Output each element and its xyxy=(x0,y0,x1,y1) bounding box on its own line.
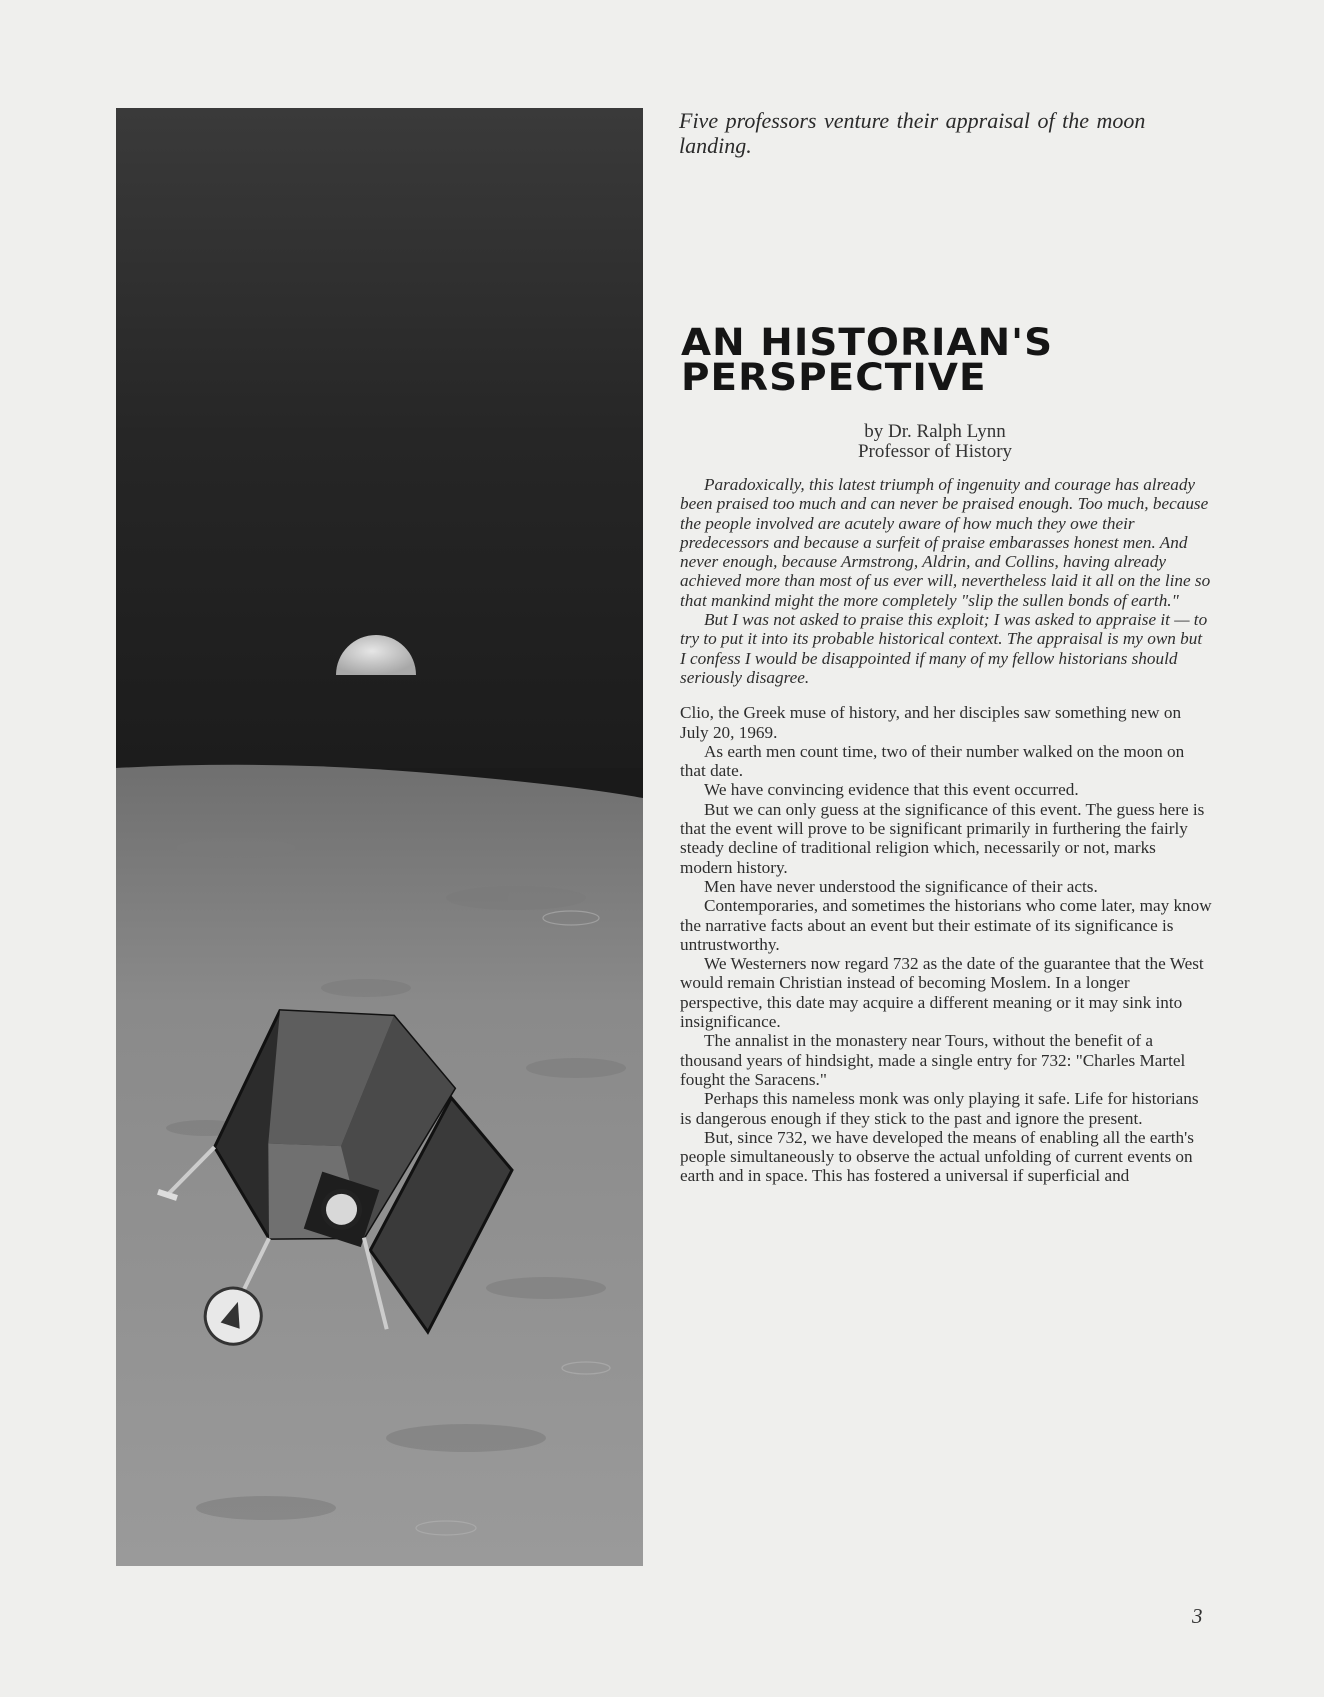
article-title xyxy=(681,321,1248,399)
author-role: Professor of History xyxy=(857,441,1013,462)
lunar-module-photo xyxy=(116,108,643,1566)
page-number: 3 xyxy=(1192,1604,1203,1628)
intro-section xyxy=(680,475,1212,687)
body-paragraph: But, since 732, we have developed the means of enabling all the earth's people simultaneously to observe the actual unfolding of current events on earth and in space. This has fostered a universal if superficial and xyxy=(680,1127,1194,1186)
tagline: Five professors venture their appraisal of the moon landing. xyxy=(679,108,1146,158)
body-paragraph: Men have never understood the significance of their acts. xyxy=(704,876,1098,896)
body-paragraph: Contemporaries, and sometimes the historians who come later, may know the narrative facts about an event but their estimate of its significance is untrustworthy. xyxy=(680,896,1212,954)
article-title-line-2: PERSPECTIVE xyxy=(681,356,987,399)
article-title-line-1: AN HISTORIAN'S xyxy=(681,321,1054,364)
intro-paragraph: But I was not asked to praise this exploit; I was asked to appraise it — to try to put it into its probable historical context. The appraisal is my own but I confess I would be disappointed if many of my fellow historians should seriously disagree. xyxy=(680,610,1208,687)
body-paragraph: Perhaps this nameless monk was only playing it safe. Life for historians is dangerous enough if they stick to the past and ignore the present. xyxy=(680,1089,1199,1128)
body-paragraph: But we can only guess at the significance of this event. The guess here is that the event will prove to be significant primarily in furthering the fairly steady decline of traditional religion which, necessarily or not, marks modern history. xyxy=(680,799,1205,877)
author-name: by Dr. Ralph Lynn xyxy=(864,421,1006,442)
byline xyxy=(680,422,1210,462)
tagline-block xyxy=(679,108,1209,158)
body-paragraph: We have convincing evidence that this event occurred. xyxy=(704,780,1079,800)
body-paragraph: The annalist in the monastery near Tours, without the benefit of a thousand years of hindsight, made a single entry for 732: "Charles Martel fought the Saracens." xyxy=(680,1031,1186,1089)
intro-paragraph: Paradoxically, this latest triumph of ingenuity and courage has already been praised too much and can never be praised enough. Too much, because the people involved are acutely aware of how much they owe their predecessors and because a surfeit of praise embarasses honest men. And never enough, because Armstrong, Aldrin, and Collins, having already achieved more than most of us ever will, nevertheless laid it all on the line so that mankind might the more completely "slip the sullen bonds of earth." xyxy=(680,475,1211,610)
body-paragraph: As earth men count time, two of their number walked on the moon on that date. xyxy=(680,741,1185,781)
main-section xyxy=(680,703,1212,1185)
earthrise-lunar-module-illustration xyxy=(116,108,643,1566)
body-paragraph: We Westerners now regard 732 as the date of the guarantee that the West would remain Christian instead of becoming Moslem. In a longer perspective, this date may acquire a different meaning or it may sink into insignificance. xyxy=(680,954,1204,1032)
article-body xyxy=(680,475,1212,1186)
body-paragraph: Clio, the Greek muse of history, and her disciples saw something new on July 20, 1969. xyxy=(680,703,1182,742)
